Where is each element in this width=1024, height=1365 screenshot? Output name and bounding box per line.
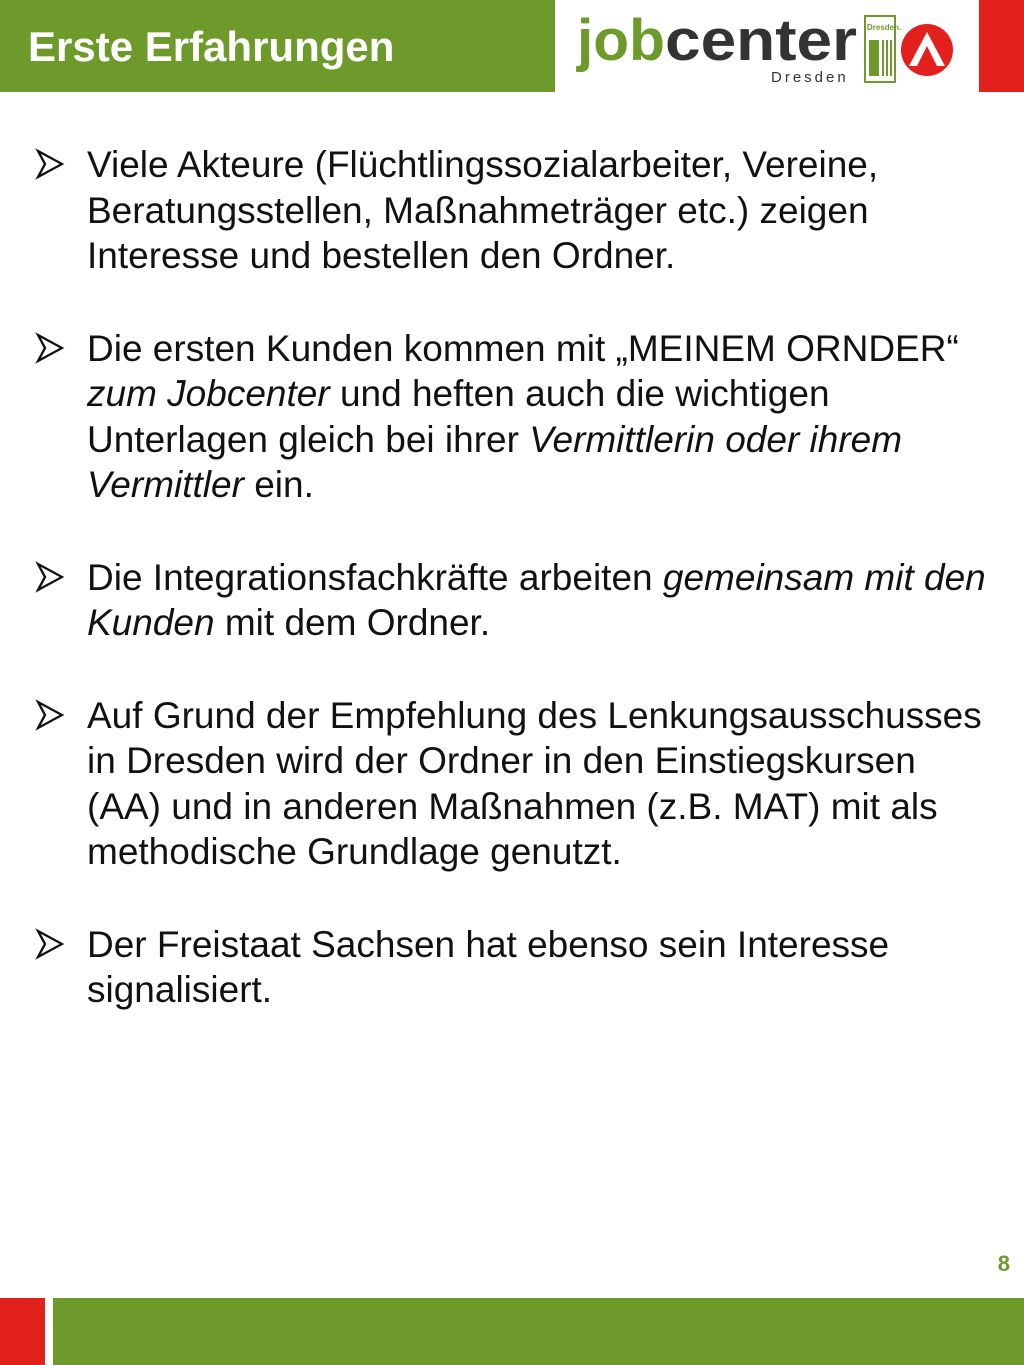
- arrow-bullet-icon: [34, 148, 66, 180]
- bullet-text-italic: gemeinsam mit den Kunden: [87, 556, 986, 643]
- bullet-item: [30, 142, 990, 279]
- slide-title: Erste Erfahrungen: [28, 23, 395, 70]
- bullet-text-segment: Die Integrationsfachkräfte arbeiten: [87, 556, 663, 598]
- footer-bar-green: [53, 1298, 1024, 1365]
- arrow-bullet-icon: [34, 699, 66, 731]
- crest-text: Dresden.: [867, 23, 902, 32]
- arrow-bullet-icon: [34, 928, 66, 960]
- bullet-item: [30, 555, 990, 646]
- footer-accent-red: [0, 1298, 45, 1365]
- header-accent-red: [979, 0, 1024, 92]
- bullet-text: [87, 326, 990, 508]
- bullet-item: [30, 326, 990, 508]
- header-bar: [0, 0, 555, 92]
- bullet-text: [87, 693, 990, 875]
- bullet-text-segment: Der Freistaat Sachsen hat ebenso sein Interesse signalisiert.: [87, 923, 890, 1010]
- bullet-text-italic: Vermittlerin oder ihrem Vermittler: [87, 418, 903, 505]
- logo-word-center: center: [665, 8, 857, 73]
- bullet-text-italic: zum Jobcenter: [87, 373, 330, 414]
- bullet-text-segment: mit dem Ordner.: [214, 602, 491, 643]
- bullet-text: [87, 142, 990, 279]
- page-number: 8: [997, 1251, 1010, 1276]
- jobcenter-logo: [575, 8, 960, 88]
- bullet-text: [87, 922, 990, 1013]
- dresden-crest-icon: [865, 16, 901, 82]
- arbeitsagentur-arrow-icon: [901, 24, 953, 76]
- bullet-text-segment: ein.: [243, 464, 314, 505]
- arrow-bullet-icon: [34, 561, 66, 593]
- bullet-item: [30, 922, 990, 1013]
- bullet-text-segment: Auf Grund der Empfehlung des Lenkungsausschusses in Dresden wird der Ordner in den Einstiegskursen (AA) und in anderen Maßnahmen (z.B. MAT) mit als methodische Grundlage genutzt.: [87, 694, 982, 872]
- bullet-text: [87, 555, 990, 646]
- arrow-bullet-icon: [34, 332, 66, 364]
- bullet-list: [30, 142, 990, 1060]
- bullet-item: [30, 693, 990, 875]
- bullet-text-segment: Viele Akteure (Flüchtlingssozialarbeiter, Vereine, Beratungsstellen, Maßnahmeträger etc.) zeigen Interesse und bestellen den Ordner.: [87, 144, 879, 276]
- logo-city: Dresden: [771, 69, 849, 86]
- logo-word-job: job: [575, 8, 665, 73]
- bullet-text-segment: Die ersten Kunden kommen mit „MEINEM ORNDER“: [87, 327, 959, 369]
- jobcenter-logo-graphic: [575, 8, 960, 88]
- bullet-text-segment: und heften auch die wichtigen Unterlagen gleich bei ihrer: [87, 373, 830, 460]
